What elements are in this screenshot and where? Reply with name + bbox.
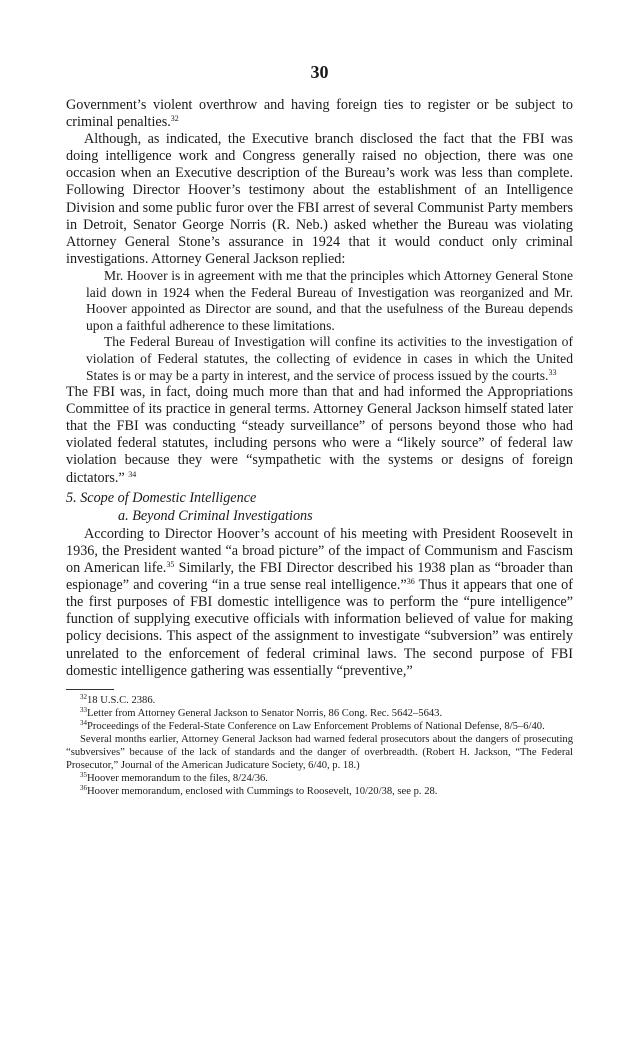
footnote-text: Hoover memorandum, enclosed with Cummings to Roosevelt, 10/20/38, see p. 28. — [87, 786, 438, 798]
quote-paragraph-2 — [86, 334, 573, 384]
quote-text: The Federal Bureau of Investigation will confine its activities to the investigation of violation of Federal statutes, the collecting of evidence in cases in which the United States is or may be a party in interest, and the service of process issued by the courts. — [86, 334, 573, 383]
footnote-text: 18 U.S.C. 2386. — [87, 694, 156, 706]
paragraph-fbi-practice — [66, 384, 573, 487]
paragraph-text: Government’s violent overthrow and having foreign ties to register or be subject to criminal penalties. — [66, 97, 573, 131]
footnote-text: Hoover memorandum to the files, 8/24/36. — [87, 773, 268, 785]
footnote-number: 33 — [80, 705, 87, 714]
quote-paragraph-1: Mr. Hoover is in agreement with me that the principles which Attorney General Stone laid down in 1924 when the Federal Bureau of Investigation was reorganized and Mr. Hoover appointed as Director are sound, and that the usefulness of the Bureau depends upon a faithful adherence to these limitations. — [86, 267, 573, 333]
paragraph-text: Thus it appears that one of the first purposes of FBI domestic intelligence was to perform the “pure intelligence” function of supplying executive officials with information believed of value for making policy decisions. This aspect of the assignment to investigate “subversion” was entirely unrelated to the enforcement of federal criminal laws. The second purpose of FBI domestic intelligence gathering was essentially “preventive,” — [66, 577, 573, 679]
footnote-number: 36 — [80, 784, 87, 793]
block-quote — [86, 268, 573, 384]
footnote-number: 35 — [80, 771, 87, 780]
subsection-heading: a. Beyond Criminal Investigations — [118, 507, 313, 524]
page-number: 30 — [310, 62, 329, 82]
paragraph-hoover-account — [66, 526, 573, 680]
footnote — [66, 785, 573, 798]
footnotes — [66, 694, 573, 799]
section-heading: 5. Scope of Domestic Intelligence — [66, 489, 257, 506]
footnote-text: Letter from Attorney General Jackson to Senator Norris, 86 Cong. Rec. 5642–5643. — [87, 707, 443, 719]
footnote — [66, 694, 573, 707]
footnote-continuation — [66, 733, 573, 772]
footnote-number: 32 — [80, 692, 87, 701]
document-page — [66, 62, 573, 798]
footnote — [66, 772, 573, 785]
footnote-ref: 32 — [170, 114, 179, 124]
footnote-text: Proceedings of the Federal-State Conference on Law Enforcement Problems of National Defense, 8/5–6/40. — [87, 720, 545, 732]
footnote-ref: 36 — [406, 577, 415, 587]
paragraph-continuation — [66, 97, 573, 131]
paragraph-text: Similarly, the FBI Director described his 1938 plan as “broader than espionage” and covering “in a true sense real intelligence.” — [66, 560, 573, 594]
footnote-number: 34 — [80, 718, 87, 727]
paragraph-text: According to Director Hoover’s account of his meeting with President Roosevelt in 1936, the President wanted “a broad picture” of the impact of Communism and Fascism on American life. — [66, 525, 573, 577]
footnote-divider — [66, 689, 114, 690]
footnote-ref: 33 — [548, 367, 557, 377]
footnote-text: Several months earlier, Attorney General Jackson had warned federal prosecutors about the dangers of prosecuting “subversives” because of the lack of standards and the danger of overbreadth. (Robert H. Jackson, “The Federal Prosecutor,” Journal of the American Judicature Society, 6/40, p. 18.) — [66, 733, 573, 772]
footnote — [66, 707, 573, 720]
footnote — [66, 720, 573, 733]
footnote-ref: 35 — [166, 560, 175, 570]
paragraph-text: The FBI was, in fact, doing much more than that and had informed the Appropriations Committee of its practice in general terms. Attorney General Jackson himself stated later that the FBI was conducting “steady surveillance” of persons beyond those who had violated federal statutes, including persons who were a “likely source” of federal law violation because they were “sympathetic with the systems or designs of foreign dictators.” — [66, 384, 573, 486]
paragraph-executive-branch: Although, as indicated, the Executive branch disclosed the fact that the FBI was doing intelligence work and Congress generally raised no objection, there was one occasion when an Executive description of the Bureau’s work was less than complete. Following Director Hoover’s testimony about the establishment of an Intelligence Division and some public furor over the FBI arrest of several Communist Party members in Detroit, Senator George Norris (R. Neb.) asked whether the Bureau was violating Attorney General Stone’s assurance in 1924 that it would conduct only criminal investigations. Attorney General Jackson replied: — [66, 131, 573, 267]
footnote-ref: 34 — [128, 469, 137, 479]
